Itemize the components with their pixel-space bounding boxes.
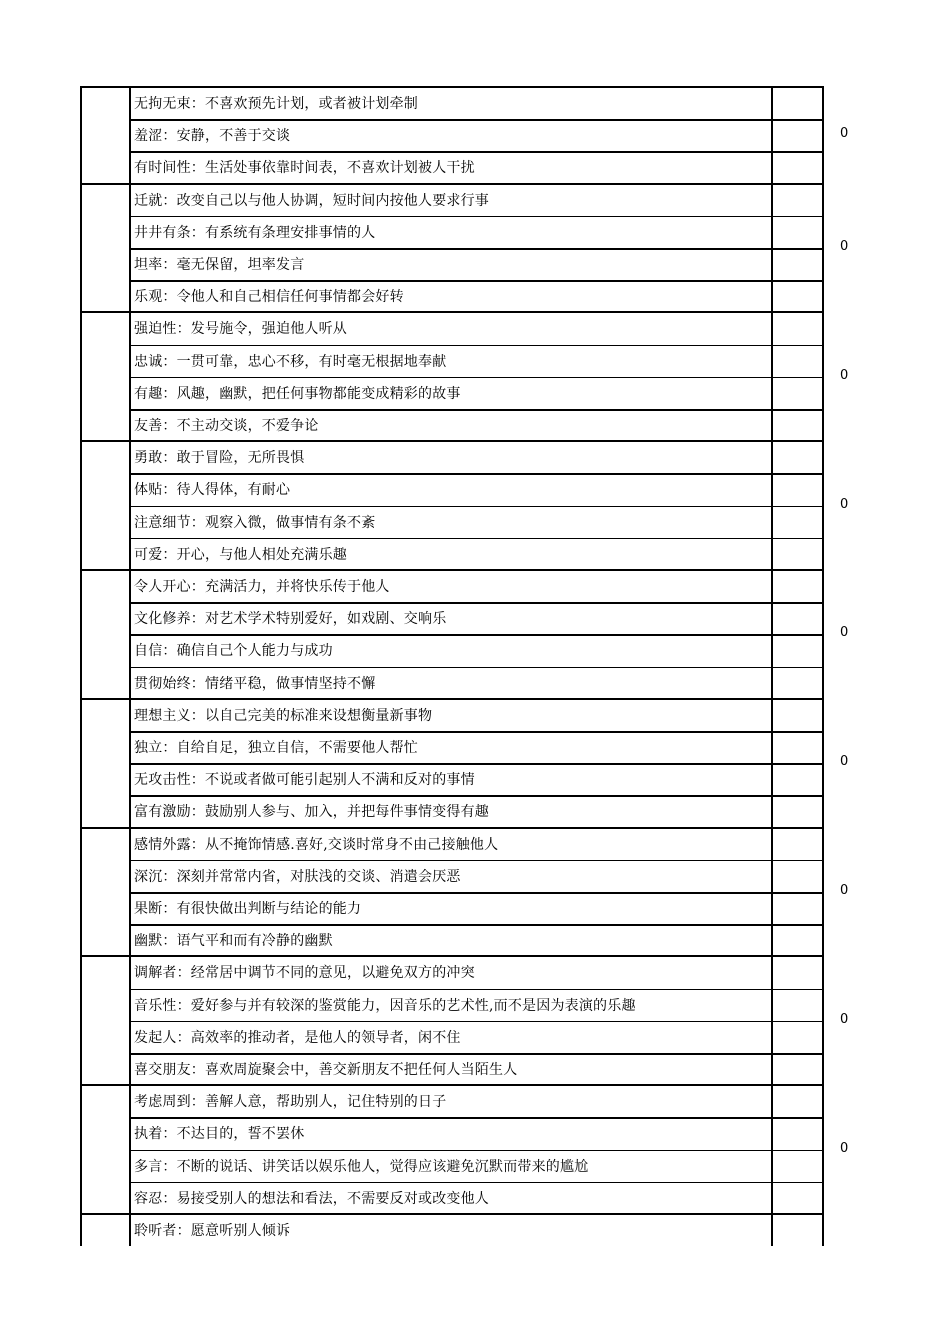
trait-mark-cell[interactable] — [771, 1022, 822, 1052]
trait-mark-cell[interactable] — [771, 539, 822, 569]
trait-description: 羞涩：安静，不善于交谈 — [134, 128, 291, 145]
trait-description: 富有激励：鼓励别人参与、加入，并把每件事情变得有趣 — [134, 804, 489, 821]
trait-mark-cell[interactable] — [771, 88, 822, 118]
trait-description: 可爱：开心，与他人相处充满乐趣 — [134, 546, 347, 563]
trait-description: 深沉：深刻并常常内省，对肤浅的交谈、消遣会厌恶 — [134, 868, 461, 885]
trait-mark-cell[interactable] — [771, 410, 822, 440]
trait-mark-cell[interactable] — [771, 217, 822, 247]
trait-mark-cell[interactable] — [771, 1151, 822, 1181]
trait-mark-cell[interactable] — [771, 1086, 822, 1116]
trait-description: 发起人：高效率的推动者，是他人的领导者，闲不住 — [134, 1029, 461, 1046]
trait-mark-cell[interactable] — [771, 1054, 822, 1084]
trait-mark-cell[interactable] — [771, 474, 822, 504]
trait-mark-cell[interactable] — [771, 281, 822, 311]
trait-description: 忠诚：一贯可靠，忠心不移，有时毫无根据地奉献 — [134, 353, 447, 370]
trait-mark-cell[interactable] — [771, 185, 822, 215]
trait-mark-cell[interactable] — [771, 1183, 822, 1213]
trait-mark-cell[interactable] — [771, 249, 822, 279]
trait-description: 无攻击性：不说或者做可能引起别人不满和反对的事情 — [134, 772, 475, 789]
group-score: 0 — [840, 126, 849, 142]
trait-description: 友善：不主动交谈，不爱争论 — [134, 418, 319, 434]
trait-mark-cell[interactable] — [771, 152, 822, 182]
trait-mark-cell[interactable] — [771, 861, 822, 891]
trait-mark-cell[interactable] — [771, 346, 822, 376]
trait-description: 容忍：易接受别人的想法和看法，不需要反对或改变他人 — [134, 1190, 489, 1207]
trait-description: 令人开心：充满活力，并将快乐传于他人 — [134, 579, 390, 595]
trait-mark-cell[interactable] — [771, 796, 822, 826]
group-score: 0 — [840, 496, 849, 512]
group-score: 0 — [840, 1140, 849, 1156]
trait-description: 贯彻始终：情绪平稳，做事情坚持不懈 — [134, 675, 376, 692]
trait-description: 独立：自给自足，独立自信，不需要他人帮忙 — [134, 740, 418, 756]
trait-mark-cell[interactable] — [771, 732, 822, 762]
trait-mark-cell[interactable] — [771, 603, 822, 633]
trait-description: 多言：不断的说话、讲笑话以娱乐他人，觉得应该避免沉默而带来的尴尬 — [134, 1158, 589, 1175]
trait-description: 体贴：待人得体，有耐心 — [134, 482, 291, 499]
group-score: 0 — [840, 367, 849, 383]
trait-description: 执着：不达目的，誓不罢休 — [134, 1126, 305, 1143]
trait-mark-cell[interactable] — [771, 1215, 822, 1245]
group-score: 0 — [840, 883, 849, 898]
trait-mark-cell[interactable] — [771, 925, 822, 955]
trait-mark-cell[interactable] — [771, 313, 822, 343]
trait-description: 调解者：经常居中调节不同的意见，以避免双方的冲突 — [134, 965, 475, 982]
mark-column-border — [771, 87, 773, 1246]
group-score: 0 — [840, 625, 849, 641]
trait-mark-cell[interactable] — [771, 571, 822, 601]
trait-mark-cell[interactable] — [771, 442, 822, 472]
trait-mark-cell[interactable] — [771, 1118, 822, 1148]
group-score: 0 — [840, 239, 849, 254]
trait-description: 文化修养：对艺术学术特别爱好，如戏剧、交响乐 — [134, 611, 447, 628]
trait-description: 注意细节：观察入微，做事情有条不紊 — [134, 514, 376, 531]
trait-description: 音乐性：爱好参与并有较深的鉴赏能力，因音乐的艺术性,而不是因为表演的乐趣 — [134, 997, 636, 1014]
trait-description: 感情外露：从不掩饰情感.喜好,交谈时常身不由己接触他人 — [134, 836, 499, 853]
trait-mark-cell[interactable] — [771, 635, 822, 665]
group-score: 0 — [840, 754, 849, 770]
trait-mark-cell[interactable] — [771, 507, 822, 537]
trait-mark-cell[interactable] — [771, 700, 822, 730]
trait-description: 强迫性：发号施令，强迫他人听从 — [134, 321, 347, 338]
trait-description: 有趣：风趣，幽默，把任何事物都能变成精彩的故事 — [134, 385, 461, 402]
trait-description: 聆听者：愿意听别人倾诉 — [134, 1223, 291, 1239]
trait-description: 果断：有很快做出判断与结论的能力 — [134, 901, 362, 917]
trait-description: 坦率：毫无保留，坦率发言 — [134, 257, 305, 273]
trait-mark-cell[interactable] — [771, 378, 822, 408]
trait-description: 勇敢：敢于冒险，无所畏惧 — [134, 450, 305, 467]
trait-description: 乐观：令他人和自己相信任何事情都会好转 — [134, 289, 404, 306]
trait-description: 考虑周到：善解人意，帮助别人，记住特别的日子 — [134, 1094, 447, 1111]
trait-description: 理想主义：以自己完美的标准来设想衡量新事物 — [134, 707, 433, 724]
trait-mark-cell[interactable] — [771, 829, 822, 859]
group-score: 0 — [840, 1011, 849, 1027]
trait-description: 迁就：改变自己以与他人协调，短时间内按他人要求行事 — [134, 192, 489, 209]
trait-mark-cell[interactable] — [771, 764, 822, 794]
description-column-border — [129, 87, 131, 1246]
trait-mark-cell[interactable] — [771, 990, 822, 1020]
trait-description: 井井有条：有系统有条理安排事情的人 — [134, 224, 376, 241]
trait-description: 幽默：语气平和而有冷静的幽默 — [134, 933, 333, 950]
trait-description: 有时间性：生活处事依靠时间表，不喜欢计划被人干扰 — [134, 160, 475, 177]
trait-mark-cell[interactable] — [771, 668, 822, 698]
trait-mark-cell[interactable] — [771, 957, 822, 987]
table-left-border — [80, 87, 82, 1246]
trait-description: 无拘无束：不喜欢预先计划，或者被计划牵制 — [134, 96, 418, 112]
table-right-border — [822, 87, 824, 1246]
trait-description: 喜交朋友：喜欢周旋聚会中，善交新朋友不把任何人当陌生人 — [134, 1062, 518, 1078]
trait-mark-cell[interactable] — [771, 893, 822, 923]
trait-description: 自信：确信自己个人能力与成功 — [134, 643, 333, 660]
trait-mark-cell[interactable] — [771, 120, 822, 150]
